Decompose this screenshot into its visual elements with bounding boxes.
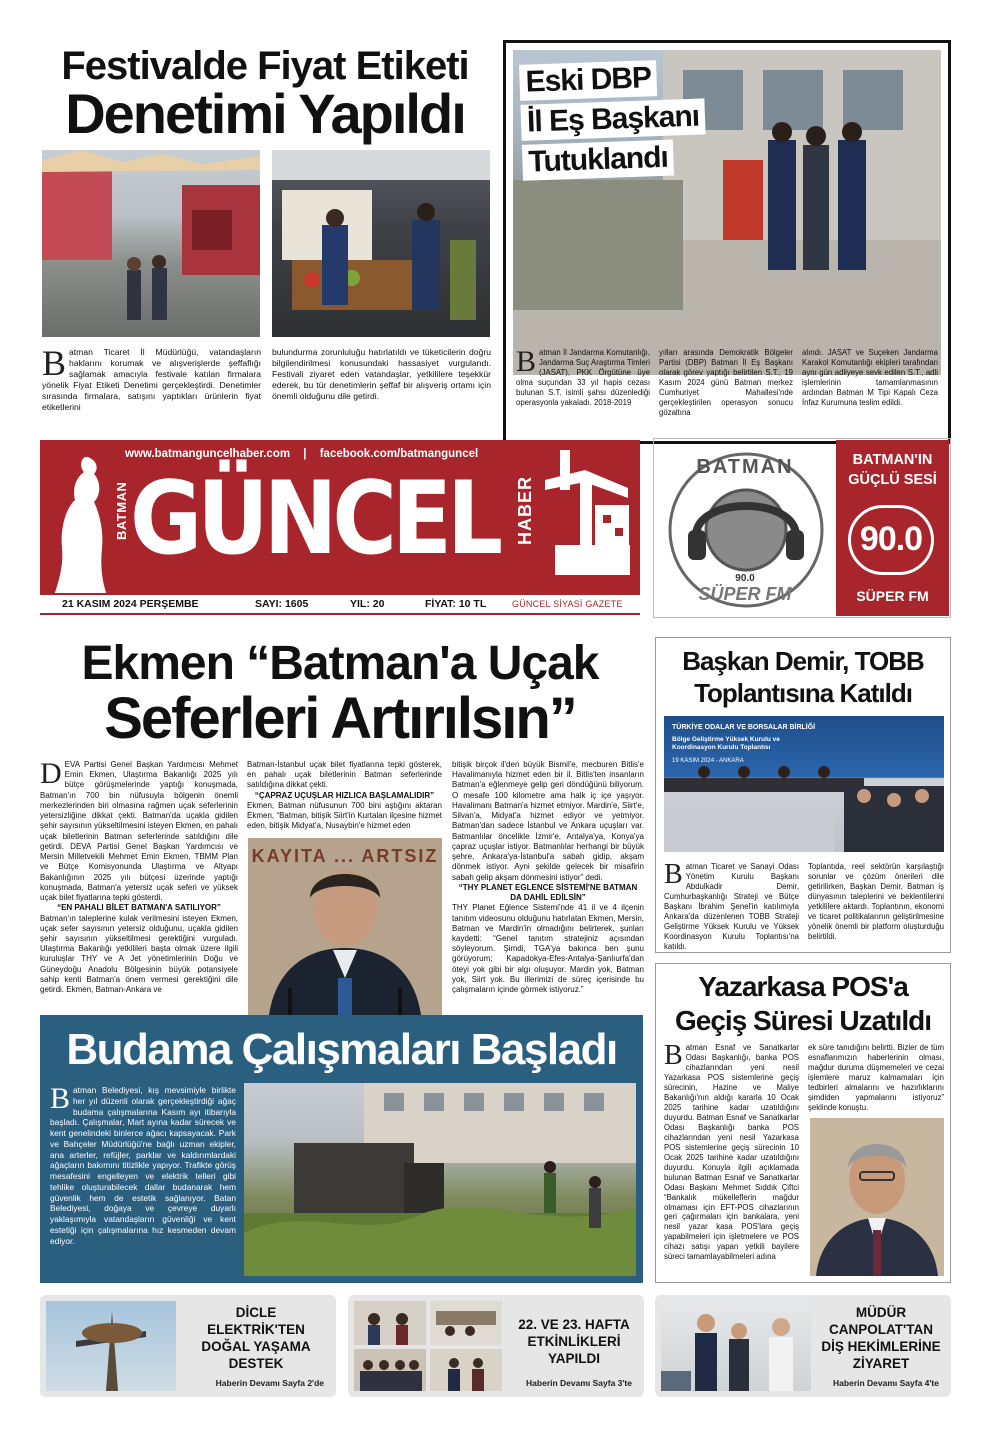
budama-body: Batman Belediyesi, kış mevsimiyle birlikte her yıl düzenli olarak gerçekleştirdiği ağaç budama çalışmalarına Kasım ayı itibarıyla başladı. Çalışmalar, Mart ayına kadar sürecek ve kent genelindeki binlerce ağacı kapsayacak. Park ve Bahçeler Müdürlüğü'ne bağlı uzman ekipler, ana arterler, refüjler, parklar ve kaldırımlardaki ağaçların bakımını titizlikle yapıyor. Trafikte görüş mesafesini engelleyen ve elektrik telleri gibi tehlike oluşturabilecek dallar budanarak hem güvenlik hem de estetik sağlanıyor. Batan Belediyesi, doğaya ve çevreye duyarlı yaklaşımıyla vatandaşların güvenliği ve kent estetiği için çalışmalarına hız kesmeden devam ediyor. xyxy=(50,1082,236,1246)
yazarkasa-headline-line1: Yazarkasa POS'a xyxy=(698,971,908,1002)
budama-headline: Budama Çalışmaları Başladı xyxy=(66,1025,617,1074)
demir-headline-line1: Başkan Demir, TOBB xyxy=(682,646,924,676)
teaser-canpolat[interactable] xyxy=(655,1295,951,1397)
demir-col1: Batman Ticaret ve Sanayi Odası Yönetim Kurulu Başkanı Abdulkadir Demir, Cumhurbaşkanlığı Strateji ve Bütçe Başkanı İbrahim Şenel'in katılımıyla Ankara'da düzenlenen TOBB Strateji Geliştirme Yüksek Kurulu ve Yüksek Koordinasyon Kurulu Toplantısı'na katıldı. xyxy=(664,859,799,951)
dbp-headline-line2: İl Eş Başkanı xyxy=(520,98,705,140)
festival-body-col1: Batman Ticaret İl Müdürlüğü, vatandaşların haklarını korumak ve alışverişlerde şeffaflığı sağlamak amacıyla festivale katılan firmalara yönelik Fiyat Etiketi Denetimi gerçekleştirdi. Denetimler sırasında firmalara, satışını yaptıkları ürünlerin fiyat etiketlerini xyxy=(42,343,261,412)
demir-col2: Toplantıda, reel sektörün karşılaştığı sorunlar ve çözüm önerileri dile getirilirken, Başkan Demir, Batman iş dünyasının taleplerini ve beklentilerini yetkililere aktardı. Toplantının, ekonomi ve ticaret politikalarının geliştirilmesine yönelik önemli bir platform oluşturduğu belirtildi. xyxy=(808,862,944,941)
festival-headline-line1: Festivalde Fiyat Etiketi xyxy=(61,44,469,88)
teaser-hafta-photo-1 xyxy=(354,1301,426,1345)
teaser-canpolat-more[interactable]: Haberin Devamı Sayfa 4'te xyxy=(833,1378,939,1388)
facebook-link[interactable]: facebook.com/batmanguncel xyxy=(319,448,479,460)
masthead-links: www.batmanguncelhaber.com | facebook.com/batmanguncel xyxy=(125,448,479,460)
teaser-hafta-title: 22. VE 23. HAFTA ETKİNLİKLERİ YAPILDI xyxy=(518,1317,630,1366)
radio-logo-bottom: SÜPER FM xyxy=(698,584,792,604)
dbp-headline-line3: Tutuklandı xyxy=(522,140,675,181)
yazarkasa-col2: ek süre tanıdığını belirtti. Bizler de tüm esnaflarımızın haberlerinin olması, mağdur duruma düşmemeleri ve cezai işlemlere maruz kalmamaları için tedbirleri almalarını ve hazırlıklarını şimdiden yapmalarını istiyoruz” şeklinde konuştu. xyxy=(808,1043,944,1112)
ekmen-headline-line2: Seferleri Artırılsın” xyxy=(104,686,576,751)
demir-photo-banner-1: TÜRKİYE ODALAR VE BORSALAR BİRLİĞİ xyxy=(672,724,816,731)
issue-price: FİYAT: 10 TL xyxy=(425,598,487,610)
demir-photo-banner-2: Bölge Geliştirme Yüksek Kurulu ve Koordinasyon Kurulu Toplantısı xyxy=(672,736,780,751)
radio-frequency: 90.0 xyxy=(859,520,923,558)
oil-pump-icon xyxy=(540,450,636,580)
teaser-hafta-photo-3 xyxy=(354,1349,426,1391)
radio-slogan-2: GÜÇLÜ SESİ xyxy=(848,472,937,488)
yazarkasa-headline-line2: Geçiş Süresi Uzatıldı xyxy=(675,1005,931,1036)
radio-logo-freq: 90.0 xyxy=(735,573,755,584)
ekmen-col3: bitişik birçok il'den büyük Bismil'e, mecburen Bitlis'e Havalimanıyla hizmet eden bir il. Bitlis'ten insanların Batman'a eğlenmeye gelip geri döndüğünü biliyorum. O mesafe 100 kilometre ama halk iç içe yaşıyor. Havalimanı Batman'a hizmet etmiyor. Mardin'e, Siirt'e, Silvan'a, Midyat'a hizmet ediyor ve yetmiyor. Batman'dan sadece İstanbul ve Ankara uçuşları var. Batmanlılar öncelikle İzmir'e, Antalya'ya, Konya'ya çapraz uçuşlar istiyor. Batmanlılar herhangi bir büyük şehre, Ankara'ya-İstanbul'a sabah gidip, akşam dönmek istiyor. Ayni şekilde gelecek bir misafirin sabah gelip akşam dönmesini istiyor” dedi. “THY PLANET EGLENCE SİSTEMİ'NE BATMAN DA DAHİL EDİLSİN” THY Planet Eğlence Sistemi'nde 41 il ve 4 ilçenin tanıtım videosunu olduğunu hatırlatan Ekmen, Mersin, Batman ve Mardin'in olmadığını belirterek, şunları kaydetti: “Genel tanıtım stratejiniz açısından söyleyorum. Şimdi, TGA'ya bakınca ben şunu görüyorum; Kapadokya-Efes-Antalya-Şanlıurfa'dan öteyi yok gibi bir algı oluşuyor. Mardin yok, Batman yok, Siirt yok. Bu illerimizi de süreç içerisinde bu çalışmaların içinde görmek istiyoruz.” xyxy=(452,760,644,995)
website-link[interactable]: www.batmanguncelhaber.com xyxy=(125,448,291,460)
brand-main: GÜNCEL xyxy=(130,458,499,578)
demir-photo-banner-3: 19 KASIM 2024 - ANKARA xyxy=(672,758,744,764)
budama-photo xyxy=(244,1083,636,1276)
teaser-hafta-more[interactable]: Haberin Devamı Sayfa 3'te xyxy=(526,1378,632,1388)
dbp-body-col3: alındı. JASAT ve Suçeken Jandarma Karakol Komutanlığı ekipleri tarafından aynı gün adliyeye sevk edilen S.T., adli işlemlerinin tamamlanmasının ardından Batman M Tipi Kapalı Ceza İnfaz Kurumuna teslim edildi. xyxy=(802,348,938,407)
issue-date: 21 KASIM 2024 PERŞEMBE xyxy=(62,598,199,610)
ekmen-col1: DEVA Partisi Genel Başkan Yardımcısı Mehmet Emin Ekmen, Ulaştırma Bakanlığı 2025 yılı bütçe görüşmelerinde yaptığı konuşmada, Batman'ın 700 bin nüfusuyla bölgenin önemli merkezlerinden biri olmasına rağmen uçak seferlerinin yetersizliğine dikkat çekti. Batman'da uçakla gidilen şehir sayısının yükseltilmesini isteyen Ekmen, en pahalı uçak biletlerinin Batman seferlerinde satıldığını dile getirdi. DEVA Partisi Genel Başkan Yardımcısı ve Mersin Milletvekili Mehmet Emin Ekmen, TBMM Plan ve Bütçe Komisyonunda Ulaştırma ve Altyapı Bakanlığının 2025 yılı bütçesi üzerinde yaptığı konuşmada, Batman'a yetersiz uçak seferi ve yüksek uçak bilet fiyatlarına tepki gösterdi. “EN PAHALI BİLET BATMAN'A SATILIYOR” Batman'ın taleplerine kulak verilmesini isteyen Ekmen, uçak sefer sayısının yetersiz olduğunu, uçakla gidilen şehir sayısının yükseltilmesi gerektiğini vurguladı. Ulaştırma Bakanlığı yetkilileri başta olmak üzere ilgili kuruluşlar THY ve A Jet yönetimlerinin Doğu ve Güneydoğu Anadolu Bölgesinin büyük potansiyele sahip kenti Batman'a önem vermesi gerektiğini dile getirdi. Ekmen, Batman-Ankara ve xyxy=(40,757,238,995)
teaser-canpolat-photo xyxy=(661,1301,811,1391)
radio-slogan-1: BATMAN'IN xyxy=(852,452,933,468)
demir-headline-line2: Toplantısına Katıldı xyxy=(694,678,912,708)
teaser-dicle-more[interactable]: Haberin Devamı Sayfa 2'de xyxy=(215,1378,324,1388)
issue-number: SAYI: 1605 xyxy=(255,598,309,610)
paper-tagline: GÜNCEL SİYASİ GAZETE xyxy=(512,599,623,609)
dbp-article-box xyxy=(503,40,951,444)
teaser-hafta[interactable] xyxy=(348,1295,644,1397)
dbp-body-col2: yılları arasında Demokratik Bölgeler Partisi (DBP) Batman İl Eş Başkanı olarak görev yaptığı belirtilen S.T., 19 Kasım 2024 günü Batman merkez Cumhuriyet Mahallesi'nde gerçekleştirilen operasyon sonucu gözaltına xyxy=(659,348,793,417)
festival-headline-line2: Denetimi Yapıldı xyxy=(65,82,465,145)
radio-logo-top: BATMAN xyxy=(696,456,794,478)
brand-small: BATMAN xyxy=(114,481,129,540)
teaser-dicle-title: DİCLE ELEKTRİK'TEN DOĞAL YAŞAMA DESTEK xyxy=(201,1305,311,1371)
brand-side: HABER xyxy=(515,475,535,545)
yazarkasa-photo xyxy=(810,1118,944,1276)
dbp-headline-box xyxy=(519,57,743,181)
demir-photo xyxy=(664,716,944,852)
yazarkasa-col1: Batman Esnaf ve Sanatkarlar Odası Başkanlığı, banka POS cihazlarından yeni nesil Yazarkasa POS sistemlerine geçiş sürecinin, Hazine ve Maliye Bakanlığı'nın aldığı kararla 10 Ocak 2025 tarihine kadar uzatıldığını duyurdu. Batman Esnaf ve Sanatkarlar Odası Başkanlığı banka POS cihazlarından yeni nesil Yazarkasa POS sistemlerine geçiş sürecinin 10 Ocak 2025 tarihine kadar uzatıldığını duyurdu. Konuyla ilgili açıklamada bulunan Batman Esnaf ve Sanatkarlar Odası Başkanı Mehmet Sıddık Çiftci “Bankalık mükelleflerin mağdur olmaması için EFT-POS cihazlarının geri çağırmaları için bankalara, yeni nesil yazar kasa POS'lara geçiş yapabilmeleri için işletmelere ve POS cihazı satışı yapan yetkili bayilere süreci tamamlayabilmeleri adına xyxy=(664,1040,799,1262)
ekmen-photo-bg-text: KAYITA ... ARTSIZ xyxy=(251,846,439,866)
ekmen-headline-line1: Ekmen “Batman'a Uçak xyxy=(81,637,599,690)
radio-station: SÜPER FM xyxy=(856,588,929,604)
ekmen-photo xyxy=(248,838,442,1023)
teaser-hafta-photo-4 xyxy=(430,1349,502,1391)
festival-photo-left xyxy=(42,150,260,337)
teaser-dicle[interactable] xyxy=(40,1295,336,1397)
festival-dropcap: B xyxy=(42,343,67,383)
festival-body-col2: bulundurma zorunluluğu hatırlatıldı ve tüketicilerin doğru bilgilendirilmesi konusundaki hassasiyet vurgulandı. Festivali ziyaret eden vatandaşlar, yetkililere teşekkür ederek, bu tür denetimlerin şeffaf bir alışveriş ortamı için önemli olduğunu dile getirdi. xyxy=(272,347,491,401)
dbp-headline-line1: Eski DBP xyxy=(519,60,658,101)
dbp-body-col1: Batman İl Jandarma Komutanlığı, Jandarma Suç Araştırma Timleri (JASAT), PKK Örgütüne üye olma suçundan 33 yıl hapis cezası bulunan S.T. isimli şahsı düzenlediği operasyonla yakaladı. 2018-2019 xyxy=(516,345,650,407)
teaser-dicle-photo xyxy=(46,1301,176,1391)
masthead-statue-silhouette xyxy=(42,448,122,608)
teaser-canpolat-title: MÜDÜR CANPOLAT'TAN DİŞ HEKİMLERİNE ZİYARET xyxy=(821,1305,941,1371)
festival-photo-right xyxy=(272,150,490,337)
teaser-hafta-photo-2 xyxy=(430,1301,502,1345)
ekmen-col2-top: Batman-İstanbul uçak bilet fiyatlarına tepki gösterek, en pahalı uçak biletlerinin Batman seferlerinde satıldığına dikkat çekti. “ÇAPRAZ UÇUŞLAR HIZLICA BAŞLAMALIDIR” Ekmen, Batman nüfusunun 700 bini aştığını aktaran Ekmen, “Batman, bitişik Siirt'in Kurtalan ilçesine hizmet eden, bitişik Midyat'a, Nusaybin'e hizmet eden xyxy=(247,760,442,831)
issue-year: YIL: 20 xyxy=(350,598,385,610)
